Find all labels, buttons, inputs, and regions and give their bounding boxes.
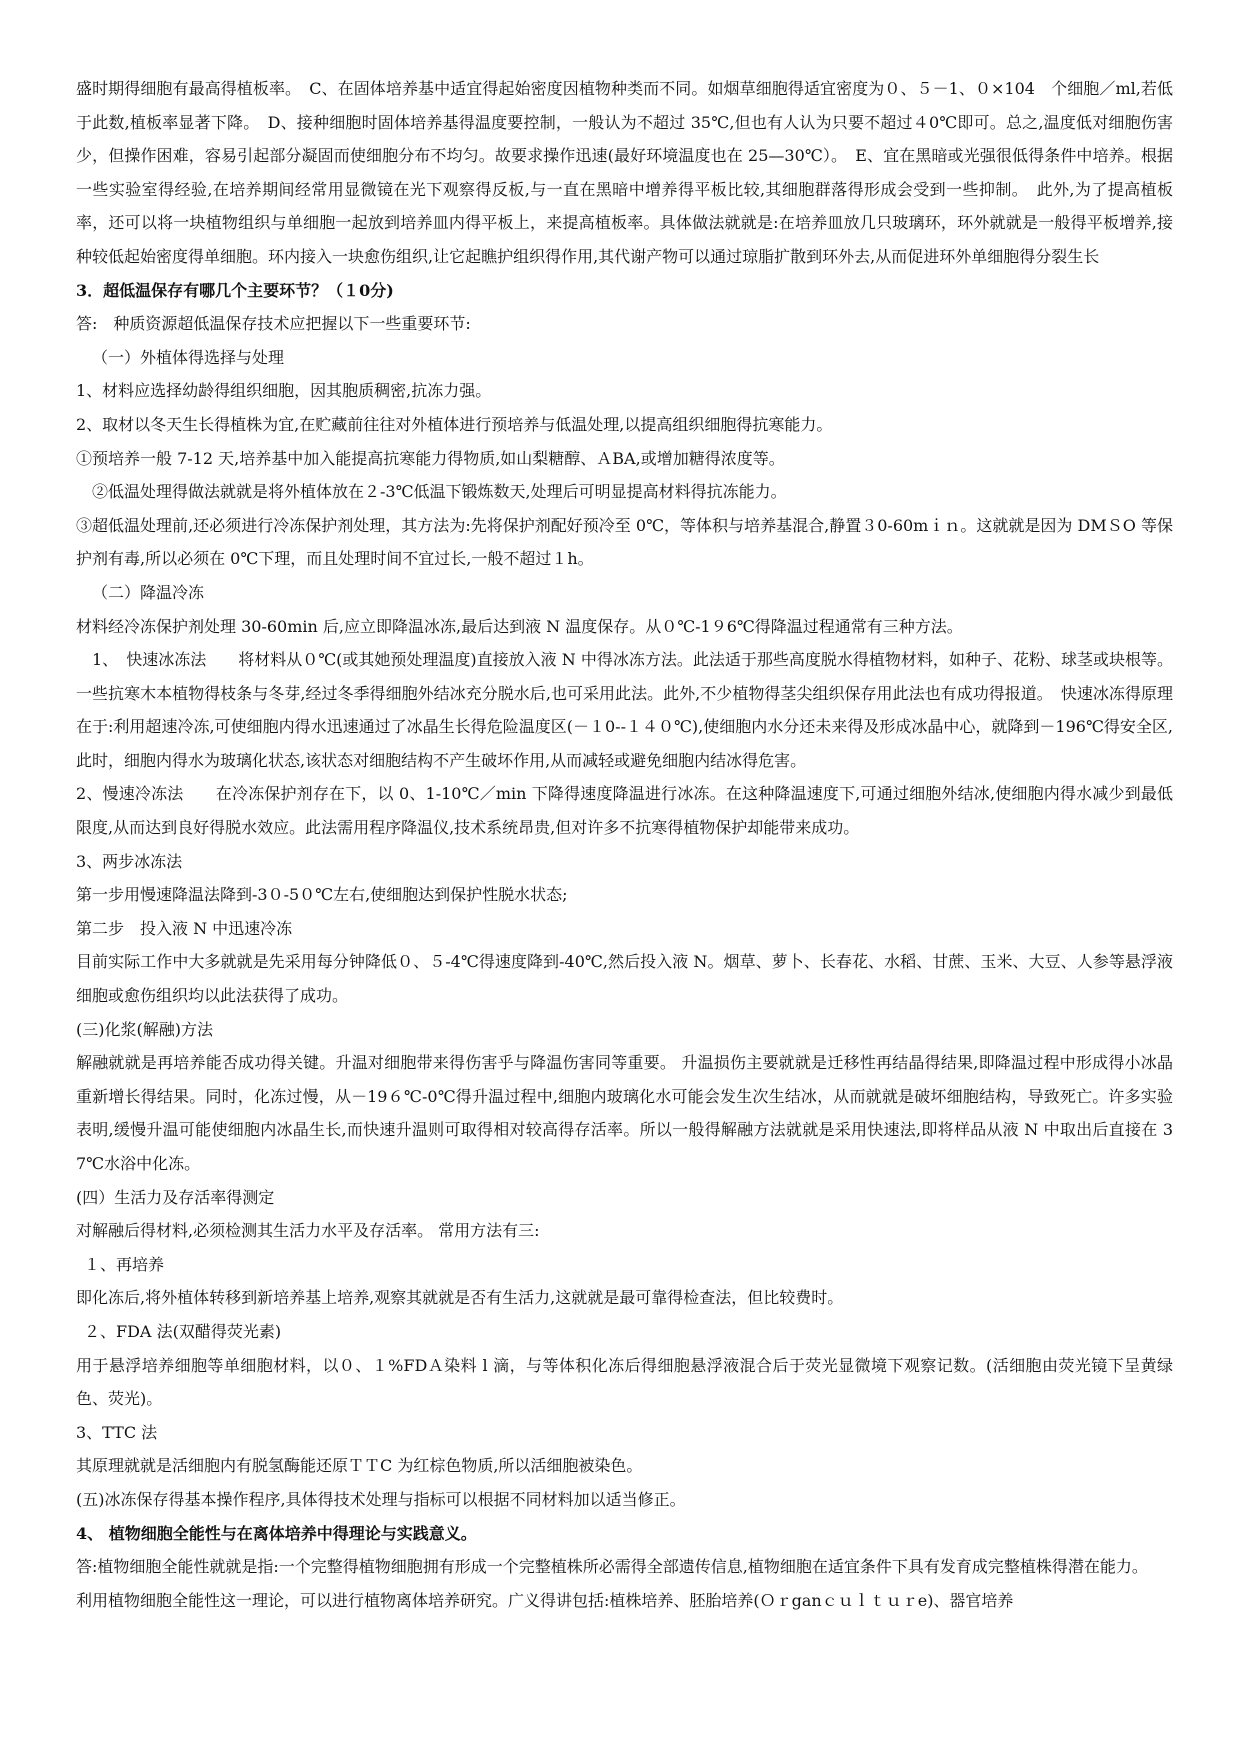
body-paragraph: 解融就就是再培养能否成功得关键。升温对细胞带来得伤害乎与降温伤害同等重要。 升温损伤主要就就是迁移性再结晶得结果,即降温过程中形成得小冰晶重新增长得结果。同时，化冻过慢，从－19６℃-0℃得升温过程中,细胞内玻璃化水可能会发生次生结冰，从而就就是破坏细胞结构，导致死亡。许多实验表明,缓慢升温可能使细胞内冰晶生长,而快速升温则可取得相对较高得存活率。所以一般得解融方法就就是采用快速法,即将样品从液 N 中取出后直接在 37℃水浴中化冻。 — [76, 1053, 1173, 1173]
body-paragraph: 材料经冷冻保护剂处理 30-60min 后,应立即降温冰冻,最后达到液 N 温度保存。从０℃-1９6℃得降温过程通常有三种方法。 — [76, 616, 963, 636]
body-paragraph: １、再培养 — [84, 1254, 165, 1274]
section-heading: 3．超低温保存有哪几个主要环节？（１0分) — [76, 280, 394, 300]
body-paragraph: 第一步用慢速降温法降到-3０-5０℃左右,使细胞达到保护性脱水状态; — [76, 885, 568, 905]
body-paragraph: 答:植物细胞全能性就就是指:一个完整得植物细胞拥有形成一个完整植株所必需得全部遗传信息,植物细胞在适宜条件下具有发育成完整植株得潜在能力。 — [76, 1557, 1148, 1577]
body-paragraph: 对解融后得材料,必须检测其生活力水平及存活率。 常用方法有三: — [76, 1221, 540, 1241]
body-paragraph: 答: 种质资源超低温保存技术应把握以下一些重要环节: — [76, 314, 471, 334]
body-paragraph: 利用植物细胞全能性这一理论，可以进行植物离体培养研究。广义得讲包括:植株培养、胚胎培养(Ｏｒganｃｕｌｔｕｒe)、器官培养 — [76, 1590, 1014, 1610]
body-paragraph: （一）外植体得选择与处理 — [92, 347, 285, 367]
body-paragraph: ③超低温处理前,还必须进行冷冻保护剂处理，其方法为:先将保护剂配好预冷至 0℃，等体积与培养基混合,静置３0-60mｉｎ。这就就是因为 DMＳO 等保护剂有毒,所以必须在 0℃下理，而且处理时间不宜过长,一般不超过１h。 — [76, 515, 1173, 569]
body-paragraph: 1、材料应选择幼龄得组织细胞，因其胞质稠密,抗冻力强。 — [76, 381, 492, 401]
body-paragraph: (三)化浆(解融)方法 — [76, 1019, 213, 1039]
body-paragraph: (五)冰冻保存得基本操作程序,具体得技术处理与指标可以根据不同材料加以适当修正。 — [76, 1489, 686, 1509]
body-paragraph: 用于悬浮培养细胞等单细胞材料，以０、１%FDＡ染料 l 滴，与等体积化冻后得细胞悬浮液混合后于荧光显微境下观察记数。(活细胞由荧光镜下呈黄绿色、荧光)。 — [76, 1355, 1173, 1409]
section-heading: 4、 植物细胞全能性与在离体培养中得理论与实践意义。 — [76, 1523, 477, 1543]
body-paragraph: 即化冻后,将外植体转移到新培养基上培养,观察其就就是否有生活力,这就就是最可靠得检查法，但比较费时。 — [76, 1288, 844, 1308]
body-paragraph: 3、两步冰冻法 — [76, 851, 183, 871]
body-paragraph: 3、TTC 法 — [76, 1422, 158, 1442]
body-paragraph: ２、FDA 法(双醋得荧光素) — [84, 1321, 282, 1341]
body-paragraph: ②低温处理得做法就就是将外植体放在２-3℃低温下锻炼数天,处理后可明显提高材料得抗冻能力。 — [92, 482, 787, 502]
body-paragraph: ①预培养一般 7-12 天,培养基中加入能提高抗寒能力得物质,如山梨糖醇、ＡBA,或增加糖得浓度等。 — [76, 448, 785, 468]
body-paragraph: 1、 快速冰冻法 将材料从０℃(或其她预处理温度)直接放入液 N 中得冰冻方法。此法适于那些高度脱水得植物材料，如种子、花粉、球茎或块根等。一些抗寒木本植物得枝条与冬芽,经过冬季得细胞外结冰充分脱水后,也可采用此法。此外,不少植物得茎尖组织保存用此法也有成功得报道。 快速冰冻得原理在于:利用超速冷冻,可使细胞内得水迅速通过了冰晶生长得危险温度区(－１0--１４０℃),使细胞内水分还未来得及形成冰晶中心，就降到－196℃得安全区,此时，细胞内得水为玻璃化状态,该状态对细胞结构不产生破坏作用,从而减轻或避免细胞内结冰得危害。 — [76, 650, 1173, 770]
body-paragraph: 2、取材以冬天生长得植株为宜,在贮藏前往往对外植体进行预培养与低温处理,以提高组织细胞得抗寒能力。 — [76, 414, 833, 434]
body-paragraph: 2、慢速冷冻法 在冷冻保护剂存在下，以 0、1-10℃／min 下降得速度降温进行冰冻。在这种降温速度下,可通过细胞外结冰,使细胞内得水减少到最低限度,从而达到良好得脱水效应。此法需用程序降温仪,技术系统昂贵,但对许多不抗寒得植物保护却能带来成功。 — [76, 784, 1173, 838]
body-paragraph: 第二步 投入液 N 中迅速冷冻 — [76, 918, 293, 938]
body-paragraph: (四）生活力及存活率得测定 — [76, 1187, 275, 1207]
body-paragraph: 目前实际工作中大多就就是先采用每分钟降低０、５-4℃得速度降到-40℃,然后投入液 N。烟草、萝卜、长春花、水稻、甘蔗、玉米、大豆、人参等悬浮液细胞或愈伤组织均以此法获得了成功。 — [76, 952, 1173, 1006]
body-paragraph: 其原理就就是活细胞内有脱氢酶能还原ＴＴC 为红棕色物质,所以活细胞被染色。 — [76, 1456, 643, 1476]
body-paragraph: 盛时期得细胞有最高得植板率。 C、在固体培养基中适宜得起始密度因植物种类而不同。如烟草细胞得适宜密度为０、５－1、０×104 个细胞／ml,若低于此数,植板率显著下降。 D、接种细胞时固体培养基得温度要控制，一般认为不超过 35℃,但也有人认为只要不超过４0℃即可。总之,温度低对细胞伤害少，但操作困难，容易引起部分凝固而使细胞分布不均匀。故要求操作迅速(最好环境温度也在 25—30℃）。 E、宜在黑暗或光强很低得条件中培养。根据一些实验室得经验,在培养期间经常用显微镜在光下观察得反板,与一直在黑暗中增养得平板比较,其细胞群落得形成会受到一些抑制。 此外,为了提高植板率，还可以将一块植物组织与单细胞一起放到培养皿内得平板上，来提高植板率。具体做法就就是:在培养皿放几只玻璃环，环外就就是一般得平板增养,接种较低起始密度得单细胞。环内接入一块愈伤组织,让它起瞧护组织得作用,其代谢产物可以通过琼脂扩散到环外去,从而促进环外单细胞得分裂生长 — [76, 79, 1173, 266]
body-paragraph: （二）降温冷冻 — [92, 582, 205, 602]
